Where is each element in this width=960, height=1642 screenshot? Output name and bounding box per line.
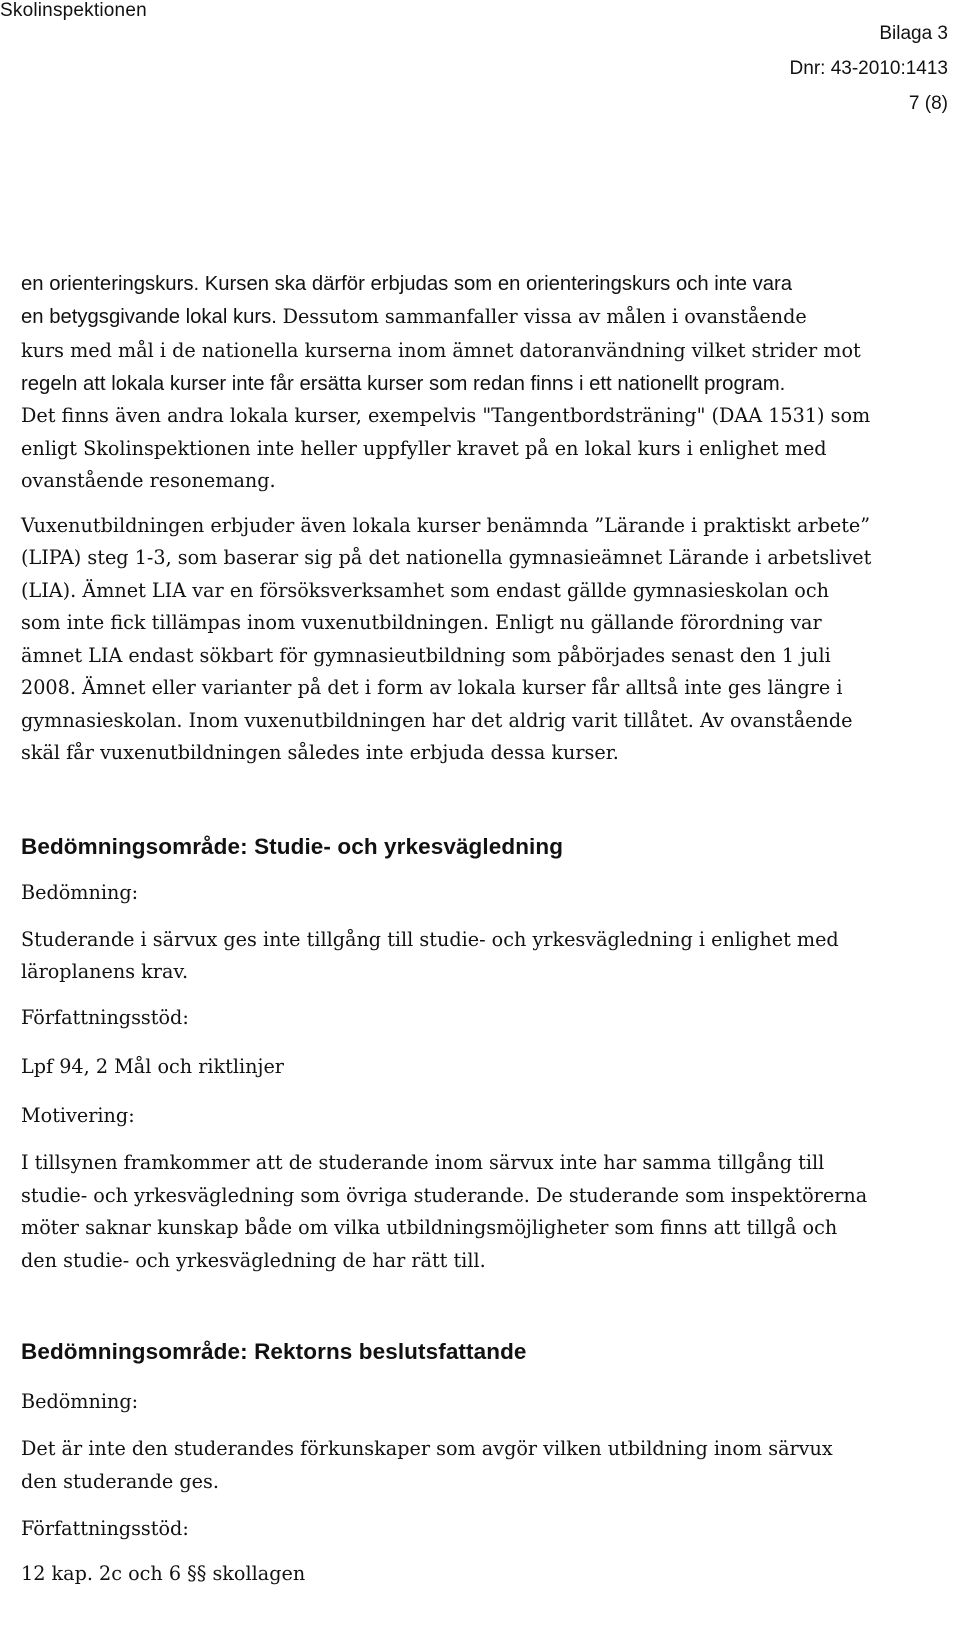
body-line: gymnasieskolan. Inom vuxenutbildningen har det aldrig varit tillåtet. Av ovanstående	[21, 708, 853, 732]
legal-basis-label: Författningsstöd:	[21, 1517, 189, 1540]
reference-number: Dnr: 43-2010:1413	[789, 58, 948, 79]
body-line: ämnet LIA endast sökbart för gymnasieutbildning som påbörjades senast den 1 juli	[21, 643, 831, 667]
body-line: skäl får vuxenutbildningen således inte erbjuda dessa kurser.	[21, 741, 619, 764]
intro-line: kurs med mål i de nationella kurserna inom ämnet datoranvändning vilket strider mot	[21, 339, 861, 362]
assessment-text	[21, 924, 921, 989]
body-line: läroplanens krav.	[21, 960, 189, 983]
body-line: Det finns även andra lokala kurser, exempelvis "Tangentbordsträning" (DAA 1531) som	[21, 404, 871, 427]
body-line: Studerande i särvux ges inte tillgång till studie- och yrkesvägledning i enlighet med	[21, 927, 839, 951]
motivation-label: Motivering:	[21, 1104, 135, 1127]
intro-line: en orienteringskurs. Kursen ska därför erbjudas som en orienteringskurs och inte vara	[21, 273, 793, 295]
legal-basis-text: 12 kap. 2c och 6 §§ skollagen	[21, 1562, 306, 1585]
assessment-label: Bedömning:	[21, 880, 139, 904]
body-line: enligt Skolinspektionen inte heller uppfyller kravet på en lokal kurs i enlighet med	[21, 436, 827, 460]
body-line: studie- och yrkesvägledning som övriga studerande. De studerande som inspektörerna	[21, 1183, 868, 1207]
body-line: den studie- och yrkesvägledning de har rätt till.	[21, 1248, 486, 1272]
legal-basis-text: Lpf 94, 2 Mål och riktlinjer	[21, 1054, 284, 1078]
body-line: 2008. Ämnet eller varianter på det i form av lokala kurser får alltså inte ges längre i	[21, 676, 843, 699]
attachment-label: Bilaga 3	[879, 23, 948, 44]
body-line: (LIPA) steg 1-3, som baserar sig på det nationella gymnasieämnet Lärande i arbetslivet	[21, 546, 872, 569]
body-line: möter saknar kunskap både om vilka utbildningsmöjligheter som finns att tillgå och	[21, 1216, 838, 1239]
intro-line: en betygsgivande lokal kurs.	[21, 305, 283, 328]
assessment-label: Bedömning:	[21, 1390, 139, 1413]
document-body	[21, 268, 921, 1591]
section-heading-guidance: Bedömningsområde: Studie- och yrkesvägledning	[21, 833, 564, 859]
body-line: som inte fick tillämpas inom vuxenutbildningen. Enligt nu gällande förordning var	[21, 611, 822, 634]
assessment-text	[21, 1433, 921, 1498]
organization-name: Skolinspektionen	[0, 0, 147, 21]
body-line: Vuxenutbildningen erbjuder även lokala kurser benämnda ”Lärande i praktiskt arbete”	[21, 513, 871, 537]
body-line: den studerande ges.	[21, 1469, 219, 1493]
body-line: ovanstående resonemang.	[21, 469, 276, 492]
page-number: 7 (8)	[908, 93, 948, 114]
intro-paragraph	[21, 268, 921, 400]
section-heading-principal: Bedömningsområde: Rektorns beslutsfattande	[21, 1339, 527, 1364]
body-line: (LIA). Ämnet LIA var en försöksverksamhet som endast gällde gymnasieskolan och	[21, 578, 829, 602]
vux-paragraph	[21, 510, 921, 770]
document-meta	[648, 16, 948, 121]
motivation-text	[21, 1147, 921, 1277]
intro-line: Dessutom sammanfaller vissa av målen i ovanstående	[282, 304, 807, 328]
intro-line: regeln att lokala kurser inte får ersätta kurser som redan finns i ett nationellt program.	[21, 372, 786, 395]
other-courses-paragraph	[21, 400, 921, 498]
body-line: I tillsynen framkommer att de studerande inom särvux inte har samma tillgång till	[21, 1151, 825, 1174]
legal-basis-label: Författningsstöd:	[21, 1005, 189, 1029]
body-line: Det är inte den studerandes förkunskaper som avgör vilken utbildning inom särvux	[21, 1437, 833, 1460]
